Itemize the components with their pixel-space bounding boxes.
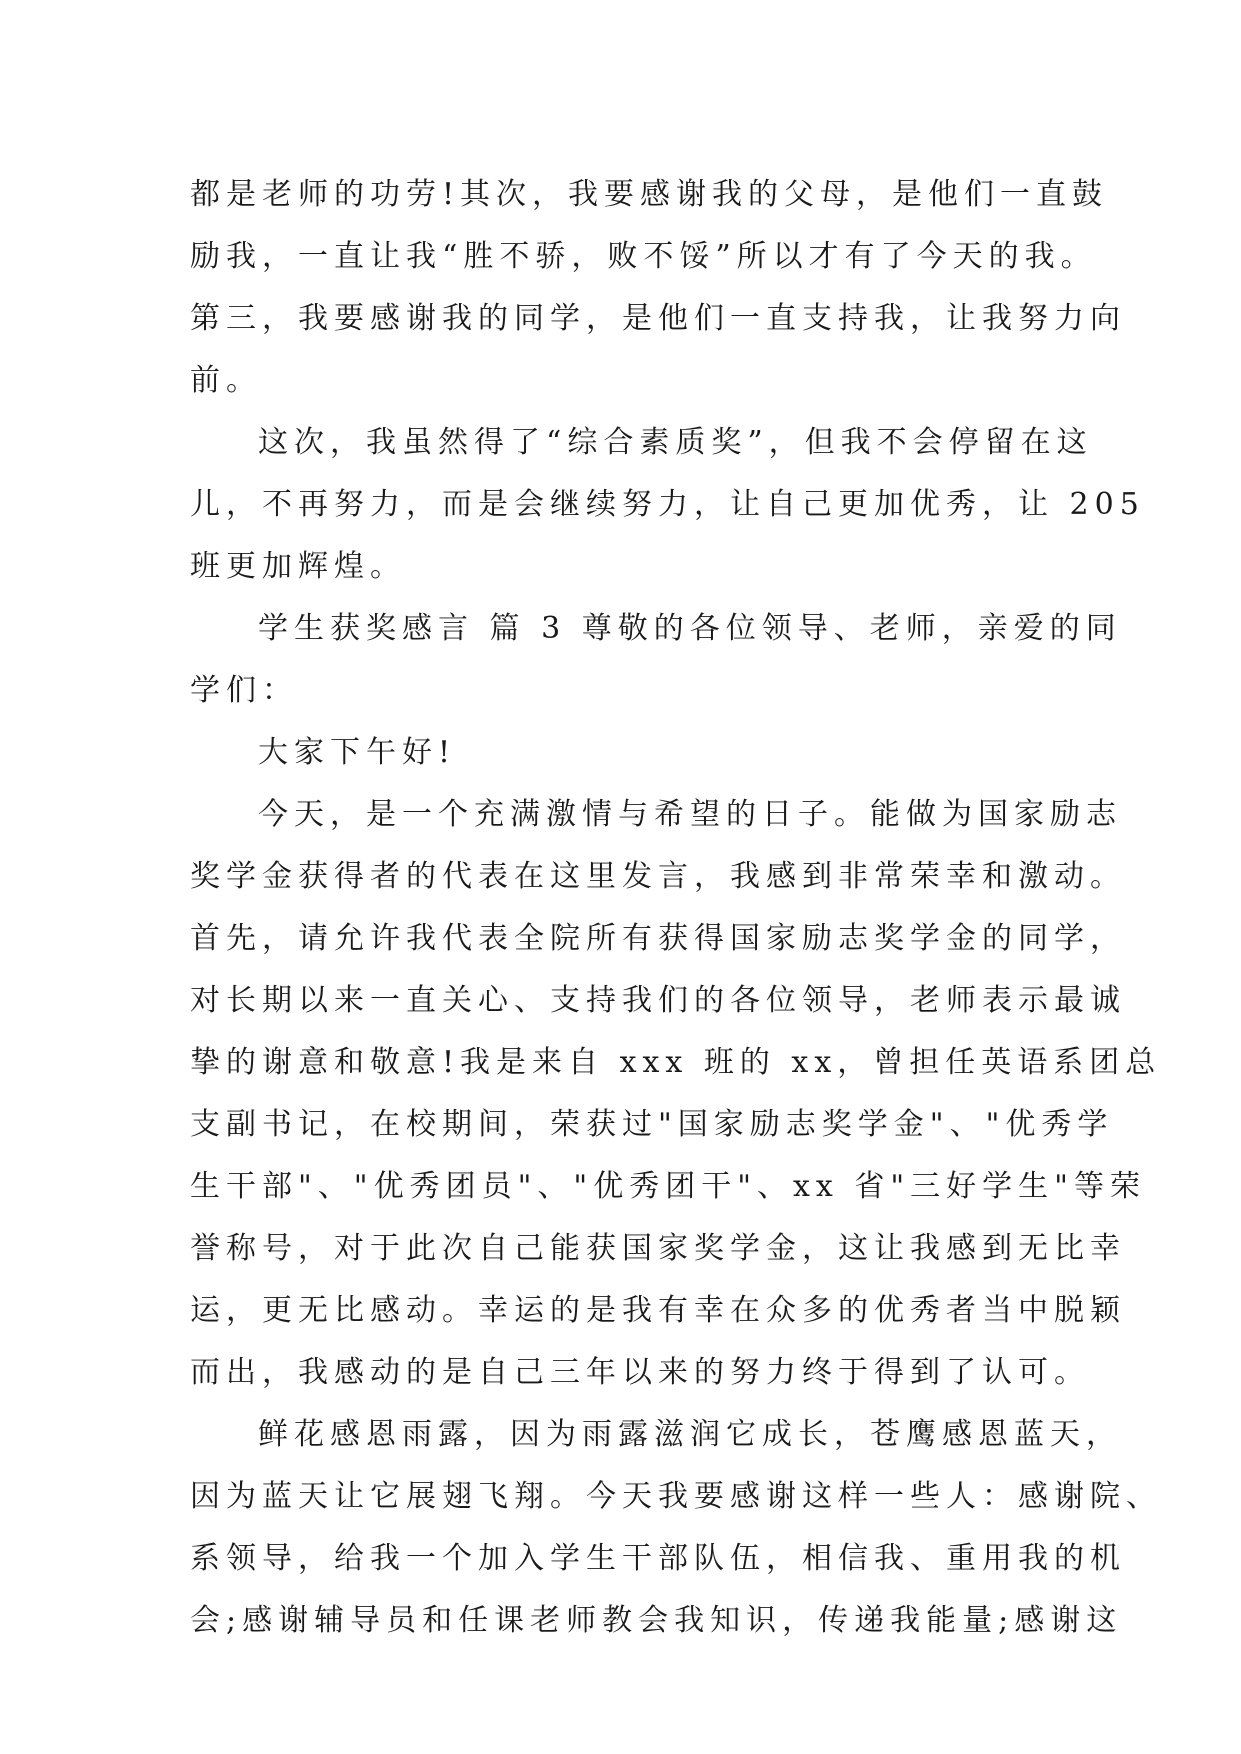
text-line: 首先，请允许我代表全院所有获得国家励志奖学金的同学，: [190, 921, 1126, 956]
text-line: 儿，不再努力，而是会继续努力，让自己更加优秀，让 205: [190, 487, 1145, 522]
text-line: 励我，一直让我“胜不骄，败不馁”所以才有了今天的我。: [190, 239, 1097, 274]
text-line: 奖学金获得者的代表在这里发言，我感到非常荣幸和激动。: [190, 859, 1126, 894]
text-line: 班更加辉煌。: [190, 549, 406, 584]
document-body: [190, 164, 1162, 1652]
text-line: 这次，我虽然得了“综合素质奖”，但我不会停留在这: [258, 425, 1093, 460]
text-line: 系领导，给我一个加入学生干部队伍，相信我、重用我的机: [190, 1541, 1126, 1576]
text-line: 第三，我要感谢我的同学，是他们一直支持我，让我努力向: [190, 301, 1126, 336]
text-line: 而出，我感动的是自己三年以来的努力终于得到了认可。: [190, 1355, 1090, 1390]
text-line: 誉称号，对于此次自己能获国家奖学金，这让我感到无比幸: [190, 1231, 1126, 1266]
text-line: 今天，是一个充满激情与希望的日子。能做为国家励志: [258, 797, 1122, 832]
text-line: 都是老师的功劳!其次，我要感谢我的父母，是他们一直鼓: [190, 177, 1109, 212]
text-line: 生干部"、"优秀团员"、"优秀团干"、xx 省"三好学生"等荣: [190, 1169, 1146, 1204]
text-line: 因为蓝天让它展翅飞翔。今天我要感谢这样一些人：感谢院、: [190, 1479, 1162, 1514]
text-line: 支副书记，在校期间，荣获过"国家励志奖学金"、"优秀学: [190, 1107, 1114, 1142]
text-line: 会;感谢辅导员和任课老师教会我知识，传递我能量;感谢这: [190, 1603, 1123, 1638]
text-line: 学们：: [190, 673, 298, 708]
text-line: 前。: [190, 363, 262, 398]
text-line: 运，更无比感动。幸运的是我有幸在众多的优秀者当中脱颖: [190, 1293, 1126, 1328]
text-line: 学生获奖感言 篇 3 尊敬的各位领导、老师，亲爱的同: [258, 611, 1122, 646]
text-line: 大家下午好!: [258, 735, 457, 770]
text-line: 对长期以来一直关心、支持我们的各位领导，老师表示最诚: [190, 983, 1126, 1018]
text-line: 鲜花感恩雨露，因为雨露滋润它成长，苍鹰感恩蓝天，: [258, 1417, 1122, 1452]
text-line: 挚的谢意和敬意!我是来自 xxx 班的 xx，曾担任英语系团总: [190, 1045, 1162, 1080]
